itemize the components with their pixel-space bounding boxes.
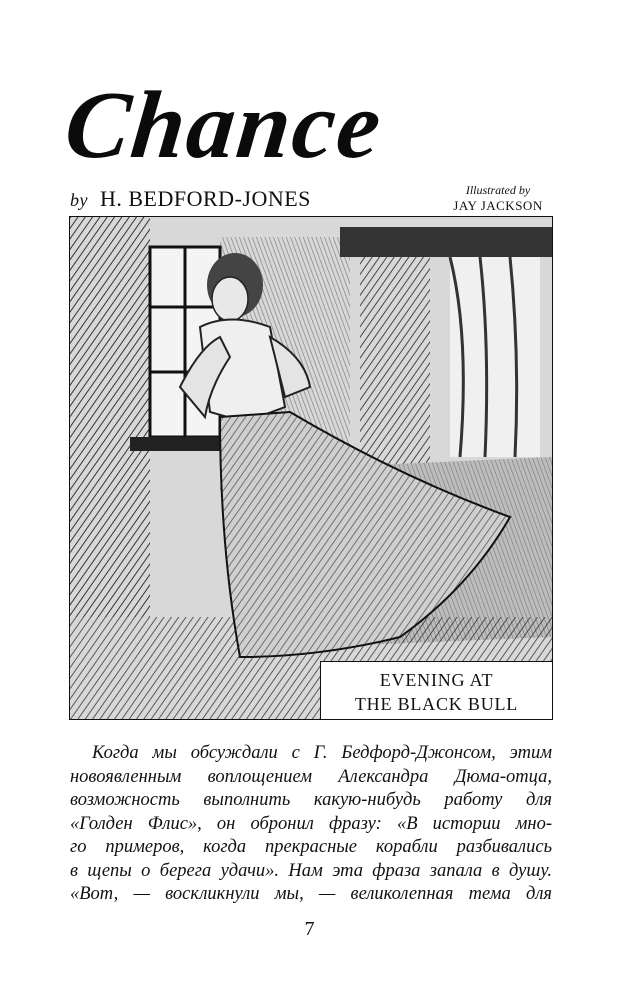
text-line: Когда мы обсуждали с Г. Бедфорд-Джонсом, этим <box>92 743 552 763</box>
author-name: H. BEDFORD-JONES <box>100 186 311 211</box>
story-title: Chance <box>60 71 388 178</box>
byline-by: by <box>70 190 88 210</box>
text-line: в щепы о берега удачи». Нам эта фраза запала в душу. <box>70 860 552 881</box>
text-line: новоявленным воплощением Александра Дюма-отца, <box>70 766 552 787</box>
text-line: «Голден Флис», он обронил фразу: «В истории мно- <box>70 813 552 834</box>
illustrator-label: Illustrated by <box>465 183 531 197</box>
caption-line-1: EVENING AT <box>379 670 494 690</box>
illustration-caption <box>320 661 552 719</box>
story-illustration <box>69 216 553 720</box>
text-line: го примеров, когда прекрасные корабли разбивались <box>70 837 552 857</box>
illustrator-name: JAY JACKSON <box>453 198 543 213</box>
page-number: 7 <box>304 918 315 940</box>
body-text <box>70 742 552 907</box>
byline <box>70 186 311 212</box>
text-line: возможность выполнить какую-нибудь работу для <box>70 790 552 810</box>
text-line: «Вот, — воскликнули мы, — великолепная тема для <box>70 884 552 904</box>
illustration-drawing <box>70 217 552 719</box>
illustrator-credit <box>436 183 560 214</box>
caption-line-2: THE BLACK BULL <box>354 694 519 714</box>
